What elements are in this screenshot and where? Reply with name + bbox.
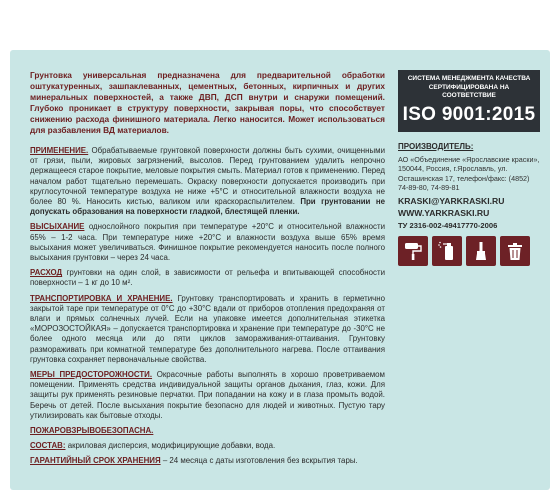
application-heading: ПРИМЕНЕНИЕ. <box>30 146 89 155</box>
consumption-text: грунтовки на один слой, в зависимости от рельефа и впитывающей способности поверхности – 1 кг до 10 м². <box>30 268 385 288</box>
paint-roller-icon <box>398 236 428 266</box>
consumption-section <box>30 268 385 288</box>
producer-website[interactable]: WWW.YARKRASKI.RU <box>398 207 490 218</box>
drying-section <box>30 222 385 263</box>
warranty-section <box>30 456 385 466</box>
application-text: Обрабатываемые грунтовкой поверхности должны быть сухими, очищенными от грязи, пыли, жировых загрязнений, высолов. Перед грунтованием удалить непрочно держащееся старое покрытие, меловые покрытия смыть. Материал готов к применению. Перед началом работ тщательно перемешать. Окраску поверхности допускается производить при круглосуточной температуре воздуха не ниже +5°С и относительной влажности воздуха не более 80 %. Наносить кистью, валиком или краскораспылителем. <box>30 146 385 207</box>
composition-text: акриловая дисперсия, модифицирующие добавки, вода. <box>65 441 276 451</box>
info-column <box>398 70 540 266</box>
composition-heading: СОСТАВ: <box>30 441 66 451</box>
composition-section <box>30 441 385 451</box>
transport-text: Грунтовку транспортировать и хранить в герметично закрытой таре при температуре от 0°С до +30°С вдали от приборов отопления предохраняя от влаги и прямых солнечных лучей. Если на упаковке имеется дополнительная этикетка «МОРОЗОСТОЙКАЯ» – допускается транспортировка и хранение при температуре до -30°С не более одного месяца или до пяти циклов замораживания-оттаивания. Грунтовку размораживать при комнатной температуре без дополнительного нагрева. После оттаивания грунтовка сохраняет первоначальные свойства. <box>30 293 386 364</box>
application-bold: При грунтовании не допускать образования на поверхности гладкой, блестящей пленки. <box>30 197 385 217</box>
main-text-column <box>30 70 385 472</box>
producer-heading: ПРОИЗВОДИТЕЛЬ: <box>398 141 474 151</box>
application-section <box>30 146 385 217</box>
tu-code: ТУ 2316-002-49417770-2006 <box>398 220 498 230</box>
warranty-heading: ГАРАНТИЙНЫЙ СРОК ХРАНЕНИЯ <box>30 456 161 466</box>
cert-line-1: СИСТЕМА МЕНЕДЖМЕНТА КАЧЕСТВА <box>407 75 531 82</box>
iso-standard: ISO 9001:2015 <box>402 103 536 125</box>
trash-bin-icon <box>500 236 530 266</box>
transport-section <box>30 294 385 365</box>
fire-section <box>30 426 385 436</box>
producer-email[interactable]: KRASKI@YARKRASKI.RU <box>398 195 505 206</box>
brush-icon <box>466 236 496 266</box>
consumption-heading: РАСХОД <box>30 268 63 278</box>
intro-text: Грунтовка универсальная предназначена для предварительной обработки оштукатуренных, зашпаклеванных, цементных, бетонных, кирпичных и других минеральных поверхностей, а также ДВП, ДСП внутри и снаружи помещений. Глубоко проникает в структуру поверхности, закрывая поры, что способствует снижению расхода финишного материала. Легко наносится. Может использоваться для разбавления ВД материалов. <box>30 70 385 135</box>
drying-text: однослойного покрытия при температуре +20°С и относительной влажности 65% – 1-2 часа. При температуре ниже +20°С и влажности воздуха выше 65% время высыхания может увеличиваться. Финишное покрытие рекомендуется наносить после полного высыхания грунтовки – через 24 часа. <box>30 222 385 263</box>
safety-heading: МЕРЫ ПРЕДОСТОРОЖНОСТИ. <box>30 370 153 380</box>
safety-section <box>30 370 385 421</box>
fire-heading: ПОЖАРОВЗРЫВОБЕЗОПАСНА. <box>30 426 154 436</box>
spray-gun-icon <box>432 236 462 266</box>
drying-heading: ВЫСЫХАНИЕ <box>30 222 85 232</box>
usage-icons <box>398 236 540 266</box>
producer-address: АО «Объединение «Ярославские краски», 150044, Россия, г.Ярославль, ул. Осташинская 17, телефон/факс: (4852) 74-89-80, 74-89-81 <box>398 154 540 192</box>
transport-heading: ТРАНСПОРТИРОВКА И ХРАНЕНИЕ. <box>30 293 173 303</box>
certification-badge <box>398 70 540 132</box>
cert-line-2: СЕРТИФИЦИРОВАНА НА СООТВЕТСТВИЕ <box>428 83 510 99</box>
safety-text: Окрасочные работы выполнять в хорошо проветриваемом помещении. Применять средства индивидуальной защиты органов дыхания, глаз, кожи. Для защиты рук применять резиновые перчатки. При попадании на кожу и в глаза промыть водой. Беречь от детей. После высыхания покрытие безопасно для людей и животных. Пустую тару утилизировать как бытовые отходы. <box>30 370 385 420</box>
warranty-text: – 24 месяца с даты изготовления без вскрытия тары. <box>160 456 358 466</box>
